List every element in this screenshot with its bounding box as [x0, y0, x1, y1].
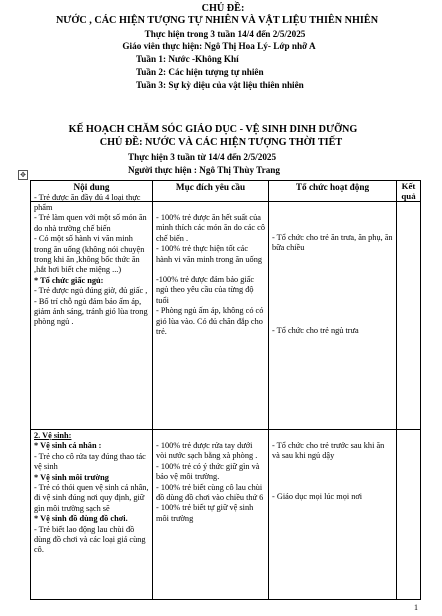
table-move-handle-icon[interactable]: ✥	[18, 170, 28, 180]
text-line: - Trẻ biết lao động lau chùi đồ dùng đồ chơi và các loại giá cùng cô.	[34, 524, 146, 555]
text-line: - 100% trẻ biết tự giữ vệ sinh môi trường	[156, 503, 254, 523]
text-line: - 100% trẻ được ăn hết suất của mình thích các món ăn do các cô chế biến .	[156, 213, 265, 243]
text-line: 2. Vệ sinh:	[34, 431, 72, 440]
text-line: - Phòng ngủ ấm áp, không có có gió lùa vào. Có đủ chăn đắp cho trẻ.	[156, 306, 264, 337]
cell-activity	[269, 202, 397, 430]
cell-content	[31, 430, 153, 600]
topic-label: CHỦ ĐỀ:	[201, 3, 245, 14]
text-line: - 100% trẻ biết cùng cô lau chùi đồ dùng đồ chơi vào chiều thứ 6	[156, 482, 264, 503]
cell-result	[397, 202, 421, 430]
text-line: - Trẻ cho cô rửa tay đúng thao tác vệ sinh	[34, 451, 146, 472]
text-line: * Tổ chức giấc ngủ:	[34, 275, 104, 285]
cell-purpose	[153, 202, 269, 430]
cell-purpose	[153, 430, 269, 600]
text-line: * Vệ sinh môi trường	[34, 472, 109, 482]
text-line: - 100% trẻ được rửa tay dưới vòi nước sạch bằng xà phòng .	[156, 441, 258, 461]
page-number: 1	[414, 603, 418, 612]
plan-title: KẾ HOẠCH CHĂM SÓC GIÁO DỤC - VỆ SINH DINH DƯỠNG	[68, 124, 358, 135]
text-line: - 100% trẻ thực hiện tốt các hành vi văn minh trong ăn uống	[156, 244, 262, 264]
text-line: - Trẻ có thói quen vệ sinh cá nhân, đi vệ sinh đúng nơi quy định, giữ gìn môi trường sạch sẽ	[34, 483, 149, 513]
text-line: - Giáo dục mọi lúc mọi nơi	[272, 491, 363, 501]
text-line: * Vệ sinh cá nhân :	[34, 441, 102, 451]
plan-performer: Người thực hiện : Ngô Thị Thùy Trang	[128, 165, 281, 175]
text-line: * Vệ sinh đồ dùng đồ chơi.	[34, 514, 128, 524]
text-line: - Bố trí chỗ ngủ đảm bảo ấm áp, giảm ánh sáng, tránh gió lùa trong phòng ngủ .	[34, 296, 148, 327]
topic-title: NƯỚC , CÁC HIỆN TƯỢNG TỰ NHIÊN VÀ VẬT LIỆU THIÊN NHIÊN	[55, 15, 379, 26]
plan-duration: Thực hiện 3 tuần từ 14/4 đến 2/5/2025	[128, 152, 277, 162]
cell-result	[397, 430, 421, 600]
text-line: - Tổ chức cho trẻ ăn trưa, ăn phụ, ăn bữa chiều	[272, 233, 393, 253]
week-1: Tuần 1: Nước -Không Khí	[136, 54, 239, 64]
header-content: Nội dung	[31, 181, 153, 202]
text-line: - Có một số hành vi văn minh trong ăn uống (không nói chuyện trong khi ăn ,không bốc thức ăn ,hắt hơi biết che miệng ...)	[34, 234, 145, 275]
plan-topic: CHỦ ĐỀ: NƯỚC VÀ CÁC HIỆN TƯỢNG THỜI TIẾT	[99, 137, 343, 148]
text-line: -100% trẻ được đảm bảo giấc ngủ theo yêu cầu của từng độ tuổi	[156, 275, 255, 305]
text-line: - Trẻ được ngủ đúng giờ, đủ giấc ,	[34, 286, 148, 296]
text-line: - 100% trẻ có ý thức giữ gìn và bảo vệ môi trường.	[156, 461, 260, 482]
week-3: Tuần 3: Sự kỳ diệu của vật liệu thiên nhiên	[136, 80, 304, 90]
table-row-hygiene	[31, 430, 421, 600]
text-line: - Trẻ làm quen với một số món ăn do nhà trường chế biến	[34, 213, 147, 233]
care-plan-table	[30, 180, 421, 600]
header-purpose: Mục đích yêu cầu	[153, 181, 269, 202]
week-2: Tuần 2: Các hiện tượng tự nhiên	[136, 67, 264, 77]
text-line: - Tổ chức cho trẻ trước sau khi ăn và sau khi ngủ dậy	[272, 441, 385, 461]
topic-duration: Thực hiện trong 3 tuần 14/4 đến 2/5/2025	[144, 29, 306, 39]
text-line: - Trẻ được ăn đầy đủ 4 loại thực phẩm	[34, 192, 141, 213]
teacher-name: Giáo viên thực hiện: Ngô Thị Hoa Lý- Lớp nhỡ A	[122, 41, 316, 51]
table-row-nutrition	[31, 202, 421, 430]
text-line: - Tổ chức cho trẻ ngủ trưa	[272, 325, 359, 335]
cell-activity	[269, 430, 397, 600]
header-result: Kết quả	[397, 181, 421, 202]
header-activity: Tổ chức hoạt động	[269, 181, 397, 202]
cell-content	[31, 192, 153, 430]
